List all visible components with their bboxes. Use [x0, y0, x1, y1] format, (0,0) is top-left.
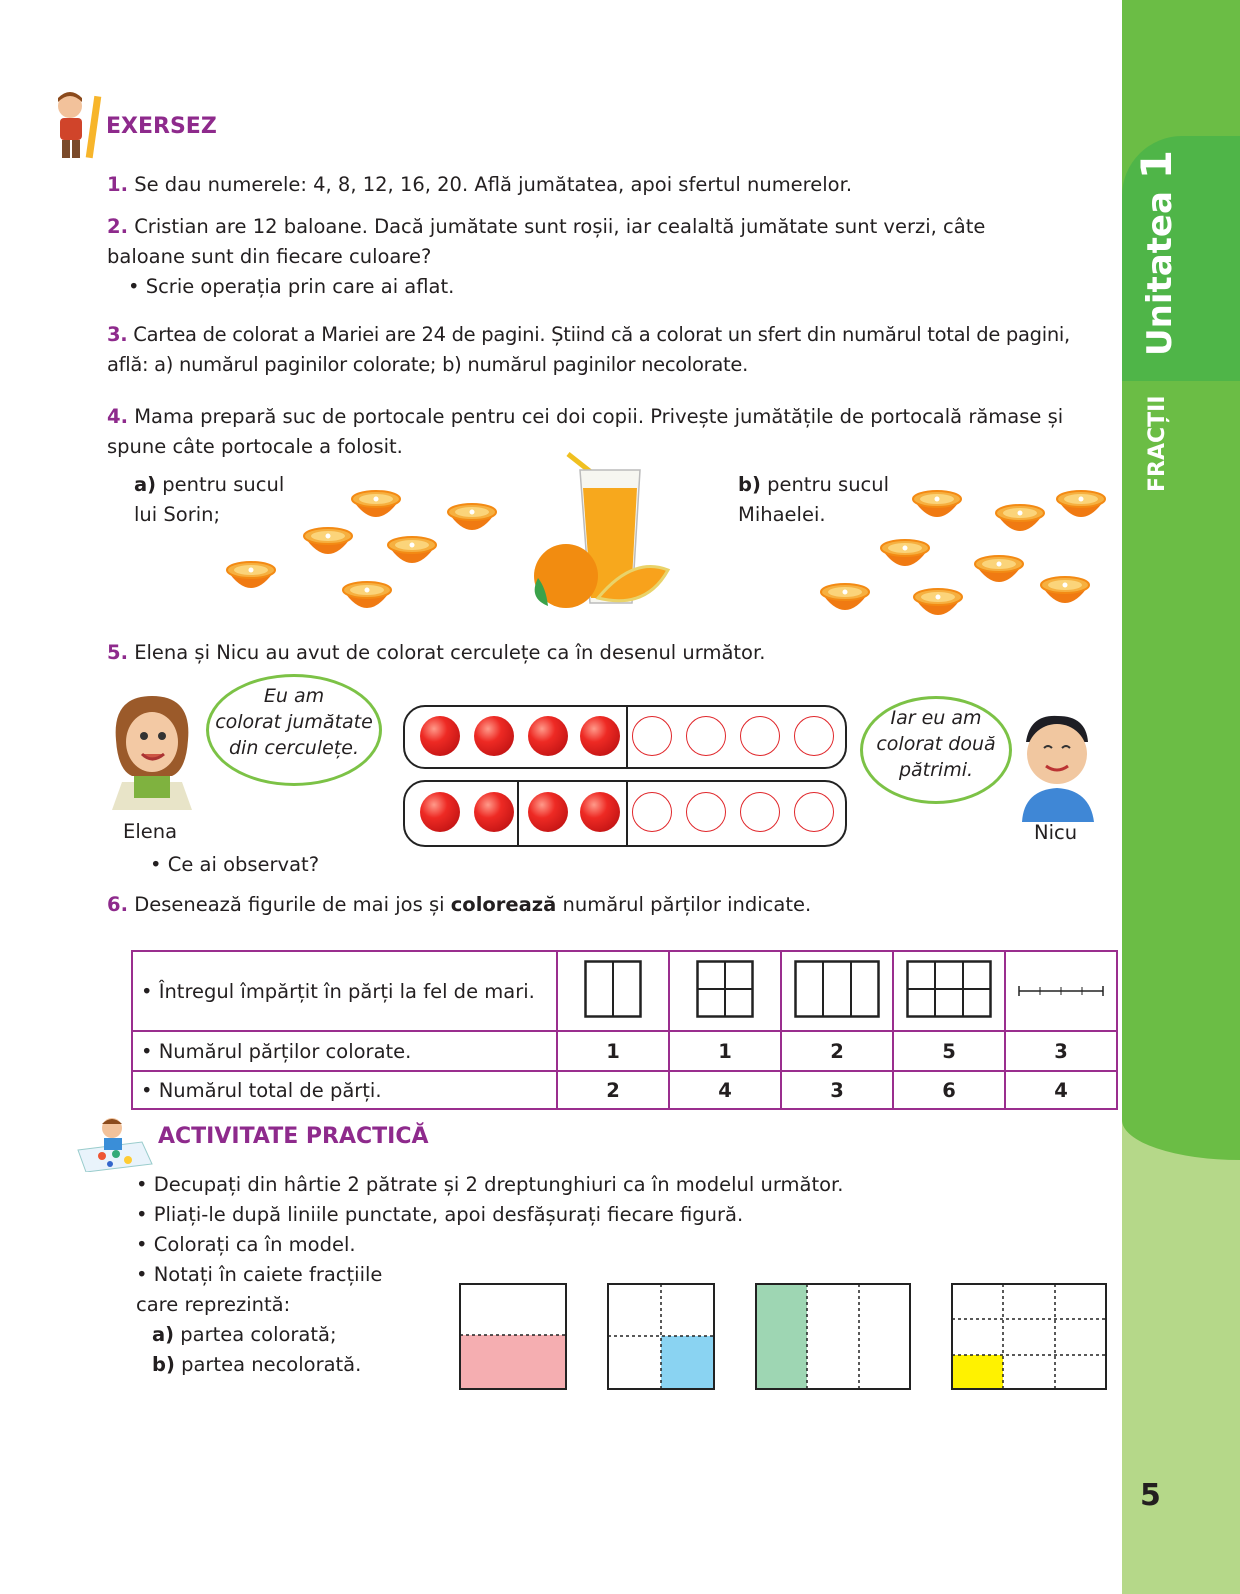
item-label: a) [152, 1323, 175, 1346]
row-divider [626, 707, 628, 767]
shape-cell [781, 951, 893, 1031]
nicu-boy-icon [1010, 712, 1102, 822]
model-square-half-pink [459, 1283, 567, 1390]
table-row [132, 1071, 1117, 1109]
exercise-2 [107, 212, 985, 242]
item-text: pentru sucul [162, 473, 285, 496]
exercise-4b [738, 470, 889, 530]
empty-circle [686, 716, 726, 756]
empty-circle [740, 716, 780, 756]
orange-half-icon [447, 502, 497, 532]
orange-half-icon [351, 489, 401, 519]
colored-circle [420, 792, 460, 832]
activity-a [152, 1320, 337, 1350]
exercise-4a [134, 470, 284, 530]
circles-row-halves [403, 705, 847, 769]
exercise-text: Elena și Nicu au avut de colorat cerculețe ca în desenul următor. [134, 641, 766, 664]
exercise-3-line2: află: a) numărul paginilor colorate; b) numărul paginilor necolorate. [107, 353, 748, 376]
bubble-line: din cerculețe. [228, 737, 359, 759]
row-label: • Numărul total de părți. [132, 1071, 557, 1109]
rect-halves-shape [584, 960, 642, 1018]
circles-row-quarters [403, 780, 847, 847]
model-rect-third-green [755, 1283, 911, 1390]
empty-circle [740, 792, 780, 832]
colored-circle [420, 716, 460, 756]
unit-label-text: Unitatea [1140, 191, 1180, 356]
activity-b [152, 1350, 361, 1380]
page-number: 5 [1140, 1478, 1161, 1513]
item-label: a) [134, 473, 157, 496]
colored-circle [580, 716, 620, 756]
row-label: • Întregul împărțit în părți la fel de mari. [132, 951, 557, 1031]
exercise-text: Desenează figurile de mai jos și [134, 893, 445, 916]
activitate-title: ACTIVITATE PRACTICĂ [158, 1124, 429, 1149]
activity-line: • Colorați ca în model. [136, 1233, 356, 1256]
row-divider [517, 782, 519, 845]
rect-thirds-shape [794, 960, 880, 1018]
exercise-5 [107, 638, 765, 668]
colored-circle [528, 792, 568, 832]
empty-circle [632, 792, 672, 832]
colored-circle [580, 792, 620, 832]
total-count: 3 [781, 1071, 893, 1109]
orange-half-icon [880, 538, 930, 568]
colored-count: 1 [557, 1031, 669, 1071]
exercise-text: Mama prepară suc de portocale pentru cei doi copii. Privește jumătățile de portocală rămase și [134, 405, 1064, 428]
orange-half-icon [974, 554, 1024, 584]
colored-circle [474, 716, 514, 756]
unit-label [1132, 150, 1181, 356]
exercise-number: 1. [107, 173, 128, 196]
item-text-2: Mihaelei. [738, 503, 826, 526]
table-row [132, 951, 1117, 1031]
activity-line: • Decupați din hârtie 2 pătrate și 2 dreptunghiuri ca în modelul următor. [136, 1173, 844, 1196]
bubble-line: colorat două [876, 733, 996, 755]
bubble-line: colorat jumătate [215, 711, 373, 733]
total-count: 4 [1005, 1071, 1117, 1109]
bubble-line: Iar eu am [890, 707, 982, 729]
exercise-text-end: numărul părților indicate. [562, 893, 812, 916]
orange-half-icon [387, 535, 437, 565]
exercise-number: 4. [107, 405, 128, 428]
empty-circle [794, 716, 834, 756]
orange-half-icon [995, 503, 1045, 533]
shape-cell [1005, 951, 1117, 1031]
unit-number: 1 [1132, 150, 1181, 180]
empty-circle [794, 792, 834, 832]
item-text: partea necolorată. [181, 1353, 362, 1376]
exercise-2-line2: baloane sunt din fiecare culoare? [107, 245, 432, 268]
boy-painting-icon [72, 1116, 156, 1172]
item-text: partea colorată; [180, 1323, 337, 1346]
bubble-line: Eu am [263, 685, 325, 707]
bubble-line: pătrimi. [898, 759, 974, 781]
colored-count: 2 [781, 1031, 893, 1071]
total-count: 6 [893, 1071, 1005, 1109]
rect-sixths-shape [906, 960, 992, 1018]
exercise-5-question: • Ce ai observat? [150, 853, 320, 876]
orange-half-icon [912, 489, 962, 519]
exercise-number: 2. [107, 215, 128, 238]
elena-speech-bubble [206, 674, 382, 786]
exercise-4-line2: spune câte portocale a folosit. [107, 435, 403, 458]
fractions-table [131, 950, 1118, 1110]
square-quarters-shape [696, 960, 754, 1018]
exercise-6 [107, 890, 811, 920]
shape-cell [557, 951, 669, 1031]
item-label: b) [738, 473, 761, 496]
exercise-1 [107, 170, 852, 200]
empty-circle [632, 716, 672, 756]
nicu-speech-bubble [860, 696, 1012, 804]
exercise-number: 5. [107, 641, 128, 664]
colored-circle [474, 792, 514, 832]
exersez-title: EXERSEZ [106, 114, 217, 139]
colored-count: 3 [1005, 1031, 1117, 1071]
item-text-2: lui Sorin; [134, 503, 221, 526]
exercise-text: Cristian are 12 baloane. Dacă jumătate sunt roșii, iar cealaltă jumătate sunt verzi, câte [134, 215, 986, 238]
topic-label: FRACȚII [1145, 395, 1170, 492]
exercise-4 [107, 402, 1063, 432]
orange-half-icon [913, 587, 963, 617]
total-count: 4 [669, 1071, 781, 1109]
shape-cell [893, 951, 1005, 1031]
colored-circle [528, 716, 568, 756]
elena-name: Elena [123, 820, 178, 843]
model-rect-twelfth-yellow [951, 1283, 1107, 1390]
orange-half-icon [226, 560, 276, 590]
exercise-text-bold: colorează [450, 893, 557, 916]
orange-juice-glass-icon [528, 448, 678, 618]
table-row [132, 1031, 1117, 1071]
row-divider [626, 782, 628, 845]
activity-line: • Pliați-le după liniile punctate, apoi desfășurați fiecare figură. [136, 1203, 744, 1226]
colored-count: 1 [669, 1031, 781, 1071]
exercise-number: 6. [107, 893, 128, 916]
item-text: pentru sucul [767, 473, 890, 496]
total-count: 2 [557, 1071, 669, 1109]
exercise-number: 3. [107, 323, 128, 346]
exercise-3 [107, 320, 1070, 350]
colored-count: 5 [893, 1031, 1005, 1071]
model-square-quarter-blue [607, 1283, 715, 1390]
exercise-2-bullet: • Scrie operația prin care ai aflat. [128, 275, 455, 298]
activity-line: care reprezintă: [136, 1293, 291, 1316]
orange-half-icon [342, 580, 392, 610]
exercise-text: Cartea de colorat a Mariei are 24 de pagini. Știind că a colorat un sfert din numărul total de pagini, [133, 323, 1070, 346]
segment-quarters-shape [1017, 984, 1105, 998]
exercise-text: Se dau numerele: 4, 8, 12, 16, 20. Află jumătatea, apoi sfertul numerelor. [134, 173, 853, 196]
item-label: b) [152, 1353, 175, 1376]
orange-half-icon [1040, 575, 1090, 605]
empty-circle [686, 792, 726, 832]
row-label: • Numărul părților colorate. [132, 1031, 557, 1071]
orange-half-icon [1056, 489, 1106, 519]
boy-pencil-icon [48, 90, 106, 162]
shape-cell [669, 951, 781, 1031]
orange-half-icon [303, 526, 353, 556]
orange-half-icon [820, 582, 870, 612]
activity-line: • Notați în caiete fracțiile [136, 1263, 383, 1286]
nicu-name: Nicu [1034, 821, 1078, 844]
elena-girl-icon [106, 690, 198, 814]
